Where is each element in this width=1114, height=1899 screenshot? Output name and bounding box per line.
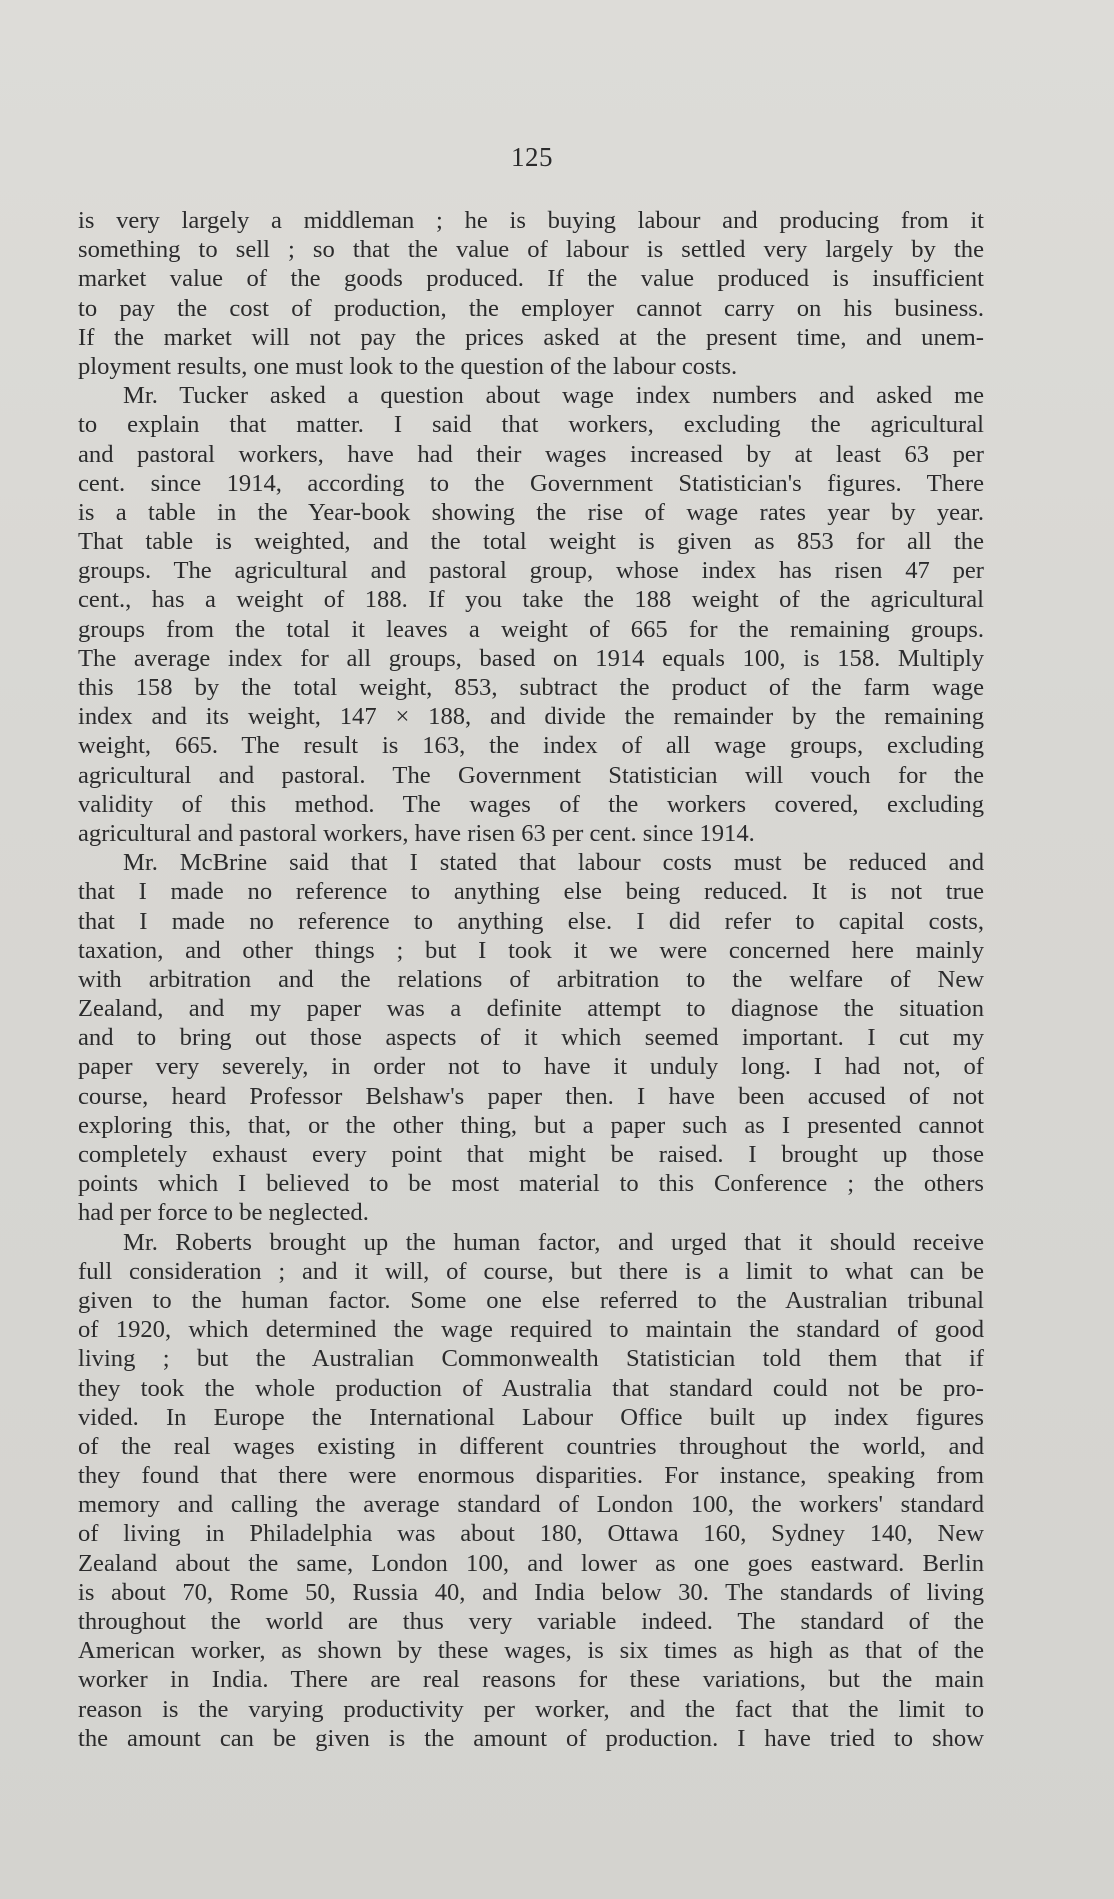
- text-line: Mr. Tucker asked a question about wage index numbers and asked me: [123, 382, 984, 410]
- paragraph-4: [78, 1228, 984, 1753]
- paragraph-1: [78, 206, 984, 381]
- text-line: they took the whole production of Australia that standard could not be pro-: [78, 1374, 984, 1402]
- text-line: weight, 665. The result is 163, the index of all wage groups, excluding: [78, 732, 984, 760]
- text-line: full consideration ; and it will, of course, but there is a limit to what can be: [78, 1257, 984, 1285]
- text-line: given to the human factor. Some one else referred to the Australian tribunal: [78, 1286, 984, 1314]
- text-line: memory and calling the average standard of London 100, the workers' standard: [78, 1491, 984, 1519]
- text-line: course, heard Professor Belshaw's paper then. I have been accused of not: [78, 1082, 984, 1110]
- text-line: is about 70, Rome 50, Russia 40, and India below 30. The standards of living: [78, 1578, 984, 1606]
- text-line: that I made no reference to anything else. I did refer to capital costs,: [78, 907, 984, 935]
- text-line: the amount can be given is the amount of production. I have tried to show: [78, 1724, 984, 1752]
- text-line: completely exhaust every point that might be raised. I brought up those: [78, 1141, 984, 1168]
- text-line: this 158 by the total weight, 853, subtract the product of the farm wage: [78, 674, 984, 701]
- text-line: index and its weight, 147 × 188, and divide the remainder by the remaining: [78, 703, 984, 731]
- text-line: The average index for all groups, based on 1914 equals 100, is 158. Multiply: [78, 644, 984, 672]
- text-line: market value of the goods produced. If the value produced is insufficient: [78, 265, 984, 293]
- text-line: paper very severely, in order not to have it unduly long. I had not, of: [78, 1053, 984, 1081]
- text-line: reason is the varying productivity per worker, and the fact that the limit to: [78, 1695, 984, 1723]
- text-line: and pastoral workers, have had their wages increased by at least 63 per: [78, 440, 984, 468]
- text-line: Mr. McBrine said that I stated that labour costs must be reduced and: [123, 849, 984, 877]
- text-line: points which I believed to be most material to this Conference ; the others: [78, 1170, 984, 1198]
- text-line: Zealand about the same, London 100, and lower as one goes eastward. Berlin: [78, 1549, 984, 1577]
- text-line: of 1920, which determined the wage required to maintain the standard of good: [78, 1316, 984, 1344]
- body-text: [78, 206, 984, 1753]
- text-line: they found that there were enormous disparities. For instance, speaking from: [78, 1462, 984, 1490]
- text-line: Zealand, and my paper was a definite attempt to diagnose the situation: [78, 995, 984, 1023]
- text-line: validity of this method. The wages of the workers covered, excluding: [78, 790, 984, 818]
- text-line: worker in India. There are real reasons for these variations, but the main: [78, 1666, 984, 1694]
- text-line: of the real wages existing in different countries throughout the world, and: [78, 1432, 984, 1460]
- text-line: had per force to be neglected.: [78, 1199, 369, 1227]
- text-line: American worker, as shown by these wages, is six times as high as that of the: [78, 1637, 984, 1665]
- text-line: vided. In Europe the International Labour Office built up index figures: [78, 1403, 984, 1431]
- text-line: with arbitration and the relations of arbitration to the welfare of New: [78, 965, 984, 993]
- text-line: throughout the world are thus very variable indeed. The standard of the: [78, 1608, 984, 1635]
- text-line: to pay the cost of production, the employer cannot carry on his business.: [78, 294, 984, 322]
- text-line: Mr. Roberts brought up the human factor, and urged that it should receive: [123, 1228, 984, 1256]
- text-line: taxation, and other things ; but I took it we were concerned here mainly: [78, 936, 984, 964]
- paragraph-2: [78, 381, 984, 848]
- text-line: That table is weighted, and the total weight is given as 853 for all the: [78, 528, 984, 556]
- text-line: agricultural and pastoral. The Government Statistician will vouch for the: [78, 761, 984, 789]
- text-line: of living in Philadelphia was about 180, Ottawa 160, Sydney 140, New: [78, 1520, 984, 1548]
- text-line: cent. since 1914, according to the Government Statistician's figures. There: [78, 469, 984, 497]
- text-line: If the market will not pay the prices asked at the present time, and unem-: [78, 323, 984, 351]
- text-line: cent., has a weight of 188. If you take the 188 weight of the agricultural: [78, 586, 984, 614]
- text-line: groups. The agricultural and pastoral group, whose index has risen 47 per: [78, 557, 984, 585]
- text-line: to explain that matter. I said that workers, excluding the agricultural: [78, 411, 984, 439]
- text-line: ployment results, one must look to the question of the labour costs.: [78, 352, 738, 380]
- text-line: is a table in the Year-book showing the rise of wage rates year by year.: [78, 498, 984, 526]
- text-line: living ; but the Australian Commonwealth Statistician told them that if: [78, 1345, 984, 1373]
- text-line: groups from the total it leaves a weight of 665 for the remaining groups.: [78, 615, 984, 643]
- page-number: 125: [511, 142, 553, 172]
- text-line: something to sell ; so that the value of labour is settled very largely by the: [78, 236, 984, 264]
- paragraph-3: [78, 848, 984, 1227]
- text-line: exploring this, that, or the other thing, but a paper such as I presented cannot: [78, 1111, 984, 1139]
- text-line: is very largely a middleman ; he is buying labour and producing from it: [78, 207, 984, 234]
- text-line: that I made no reference to anything else being reduced. It is not true: [78, 878, 984, 906]
- text-line: and to bring out those aspects of it which seemed important. I cut my: [78, 1024, 984, 1052]
- text-line: agricultural and pastoral workers, have risen 63 per cent. since 1914.: [78, 819, 755, 847]
